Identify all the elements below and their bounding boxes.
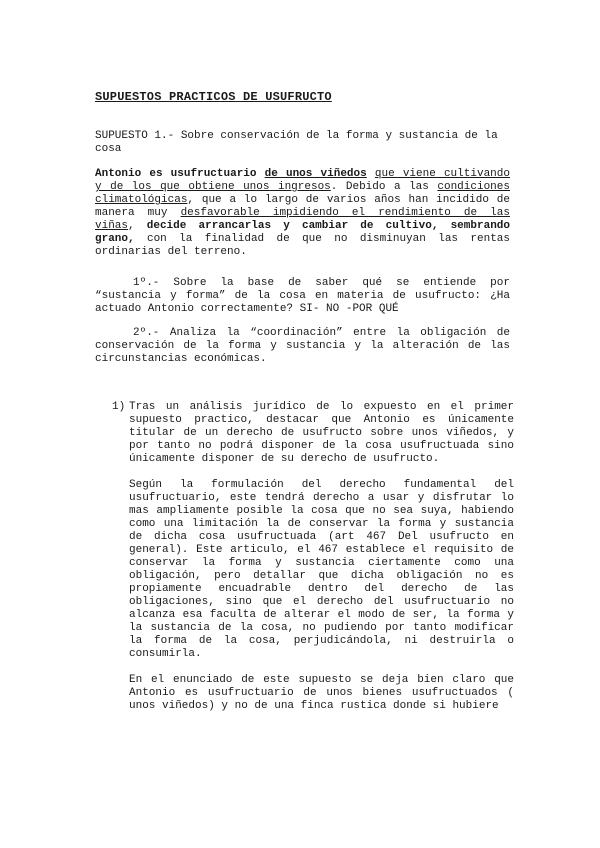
question-1: 1º.- Sobre la base de saber qué se entiende por “sustancia y forma” de la cosa en materia de usufructo: ¿Ha actuado Antonio correctamente? SI- NO -POR QUÉ (95, 277, 510, 315)
intro-bold-2: decide arrancarlas y cambiar de cultivo, sembrando grano, (95, 220, 510, 245)
intro-bold-1: Antonio es usufructuario (95, 168, 257, 180)
case-heading: SUPUESTO 1.- Sobre conservación de la forma y sustancia de la cosa (95, 130, 498, 155)
document-title: SUPUESTOS PRACTICOS DE USUFRUCTO (95, 90, 332, 104)
answer-paragraph: Tras un análisis jurídico de lo expuesto en el primer supuesto practico, destacar que Antonio es únicamente titular de un derecho de usufructo sobre unos viñedos, y por tanto no podrá disponer de la cosa usufructuada sino únicamente disponer de su derecho de usufructo. (129, 401, 514, 465)
answer-paragraph: Según la formulación del derecho fundamental del usufructuario, este tendrá derecho a usar y disfrutar lo mas ampliamente posible la cosa que no sea suya, habiendo como una limitación la de conservar la forma y sustancia de dicha cosa usufructuada (art 467 Del usufructo en general). Este articulo, el 467 establece el requisito de conservar la forma y sustancia ciertamente como una obligación, pero detallar que dicha obligación no es propiamente encuadrable dentro del derecho de las obligaciones, sino que el derecho del usufructuario no alcanza esa faculta de alterar el modo de ser, la forma y la sustancia de la cosa, no pudiendo por tanto modificar la forma de la cosa, perjudicándola, ni destruirla o consumirla. (129, 479, 514, 660)
answer-paragraph: En el enunciado de este supuesto se deja bien claro que Antonio es usufructuario de unos bienes usufructuados ( unos viñedos) y no de una finca rustica donde si hubiere (129, 674, 514, 712)
question-2: 2º.- Analiza la “coordinación” entre la obligación de conservación de la forma y sustancia y la alteración de las circunstancias económicas. (95, 327, 510, 365)
answer-number: 1) (112, 401, 126, 413)
intro-underline-1: que viene cultivando y de los que obtiene unos ingresos (95, 168, 510, 193)
intro-underline-3: desfavorable impidiendo el rendimiento de las viñas (95, 207, 510, 232)
answer-body (129, 401, 514, 726)
case-statement: Antonio es usufructuario de unos viñedos que viene cultivando y de los que obtiene unos ingresos. Debido a las condiciones climatológicas, que a lo largo de varios años han incidido de manera muy desfavorable impidiendo el rendimiento de las viñas, decide arrancarlas y cambiar de cultivo, sembrando grano, con la finalidad de que no disminuyan las rentas ordinarias del terreno. (95, 168, 510, 258)
intro-underline-2: condiciones climatológicas (95, 181, 510, 206)
intro-bold-underline-1: de unos viñedos (264, 168, 367, 180)
